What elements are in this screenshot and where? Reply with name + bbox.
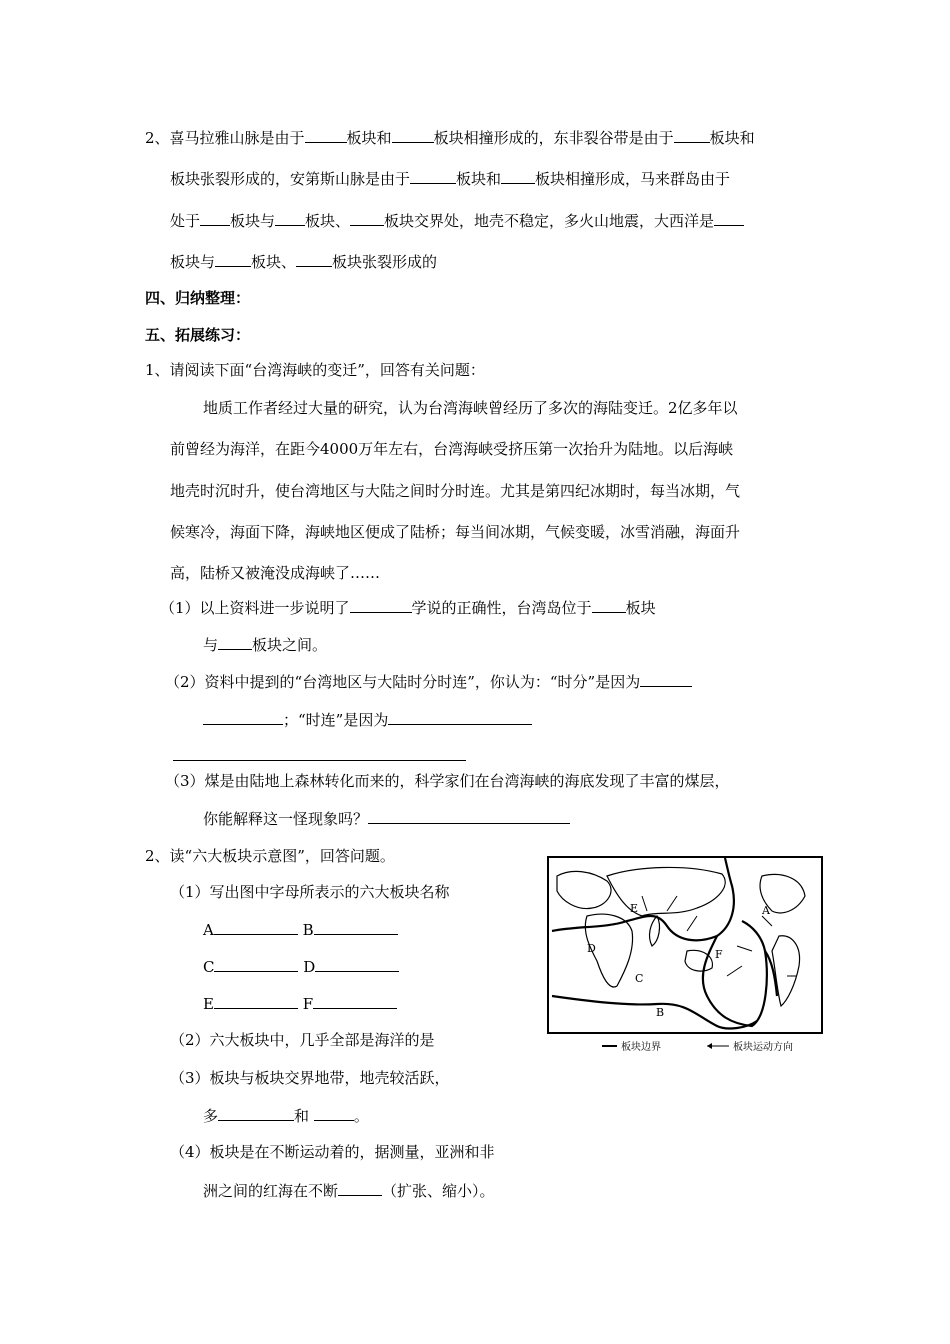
answer-blank[interactable]: [218, 1105, 294, 1121]
map-label-b: B: [656, 1006, 665, 1019]
answer-blank[interactable]: [215, 251, 251, 267]
passage-line: 候寒冷，海面下降，海峡地区便成了陆桥；每当间冰期，气候变暖，冰雪消融，海面升: [170, 523, 741, 541]
answer-blank[interactable]: [410, 168, 456, 184]
answer-blank[interactable]: [203, 709, 283, 725]
passage-line: 地壳时沉时升，使台湾地区与大陆之间时分时连。尤其是第四纪冰期时，每当冰期，气: [170, 482, 741, 500]
answer-blank[interactable]: [350, 210, 384, 226]
answer-blank[interactable]: [200, 210, 230, 226]
answer-blank[interactable]: [640, 671, 692, 687]
section-heading-5: 五、拓展练习：: [145, 326, 251, 344]
passage-line: 前曾经为海洋，在距今4000万年左右，台湾海峡受挤压第一次抬升为陆地。以后海峡: [170, 440, 734, 458]
answer-blank[interactable]: [368, 808, 570, 824]
legend-boundary-label: 板块边界: [621, 1042, 661, 1052]
map-label-c: C: [635, 972, 644, 985]
answer-blank[interactable]: [305, 127, 347, 143]
map-label-f: F: [715, 948, 723, 961]
answer-line[interactable]: [173, 760, 466, 761]
ex1-q3b: 你能解释这一怪现象吗？: [203, 808, 570, 829]
q2-line4: 板块与 板块、 板块张裂形成的: [170, 253, 438, 271]
ex2-q4: （4）板块是在不断运动着的，据测量，亚洲和非: [170, 1143, 495, 1161]
answer-blank[interactable]: [714, 210, 744, 226]
answer-blank[interactable]: [214, 993, 298, 1009]
answer-blank[interactable]: [314, 919, 398, 935]
ex1-q1: （1）以上资料进一步说明了 学说的正确性，台湾岛位于 板块: [160, 599, 656, 617]
answer-blank[interactable]: [214, 956, 298, 972]
section-heading-4: 四、归纳整理：: [145, 289, 251, 307]
answer-blank[interactable]: [674, 127, 710, 143]
ex2-q1: （1）写出图中字母所表示的六大板块名称: [170, 883, 450, 901]
exercise1-title: 1、请阅读下面“台湾海峡的变迁”，回答有关问题：: [145, 361, 485, 379]
answer-blank[interactable]: [275, 210, 305, 226]
ex1-q1b: 与 板块之间。: [203, 636, 328, 654]
exercise2-title: 2、读“六大板块示意图”，回答问题。: [145, 847, 395, 865]
map-label-d: D: [587, 942, 596, 955]
ex1-q3: （3）煤是由陆地上森林转化而来的，科学家们在台湾海峡的海底发现了丰富的煤层，: [165, 772, 730, 790]
answer-blank[interactable]: [592, 597, 626, 613]
six-plates-map: [547, 856, 823, 1052]
q2-line3: 处于 板块与 板块、 板块交界处，地壳不稳定，多火山地震，大西洋是: [170, 210, 744, 231]
plate-answer-row: E F: [203, 993, 397, 1014]
plate-answer-row: C D: [203, 956, 399, 977]
ex2-q4b: 洲之间的红海在不断 （扩张、缩小）。: [203, 1182, 495, 1200]
answer-blank[interactable]: [314, 1105, 354, 1121]
answer-blank[interactable]: [350, 597, 412, 613]
legend-arrow-head: [707, 1043, 712, 1049]
ex2-q3: （3）板块与板块交界地带，地壳较活跃，: [170, 1069, 450, 1087]
map-label-a: A: [762, 904, 770, 917]
answer-blank[interactable]: [501, 168, 535, 184]
passage-line: 地质工作者经过大量的研究，认为台湾海峡曾经历了多次的海陆变迁。2亿多年以: [203, 399, 738, 417]
passage-line: 高，陆桥又被淹没成海峡了……: [170, 564, 381, 582]
plate-answer-row: A B: [203, 919, 398, 940]
ex2-q3b: 多 和 。: [203, 1107, 369, 1125]
q2-line2: 板块张裂形成的，安第斯山脉是由于 板块和 板块相撞形成，马来群岛由于: [170, 170, 731, 188]
answer-blank[interactable]: [313, 993, 397, 1009]
answer-blank[interactable]: [315, 956, 399, 972]
answer-blank[interactable]: [214, 919, 298, 935]
answer-blank[interactable]: [338, 1180, 382, 1196]
map-label-e: E: [630, 902, 639, 915]
q2-line1: 2、喜马拉雅山脉是由于 板块和 板块相撞形成的，东非裂谷带是由于 板块和: [145, 129, 755, 147]
legend-motion-label: 板块运动方向: [733, 1042, 793, 1052]
answer-blank[interactable]: [388, 709, 532, 725]
answer-blank[interactable]: [392, 127, 434, 143]
ex2-q2: （2）六大板块中，几乎全部是海洋的是: [170, 1031, 435, 1049]
answer-blank[interactable]: [296, 251, 332, 267]
ex1-q2b: ；“时连”是因为: [203, 709, 532, 730]
answer-blank[interactable]: [218, 634, 252, 650]
ex1-q2: （2）资料中提到的“台湾地区与大陆时分时连”，你认为：“时分”是因为: [165, 671, 692, 692]
